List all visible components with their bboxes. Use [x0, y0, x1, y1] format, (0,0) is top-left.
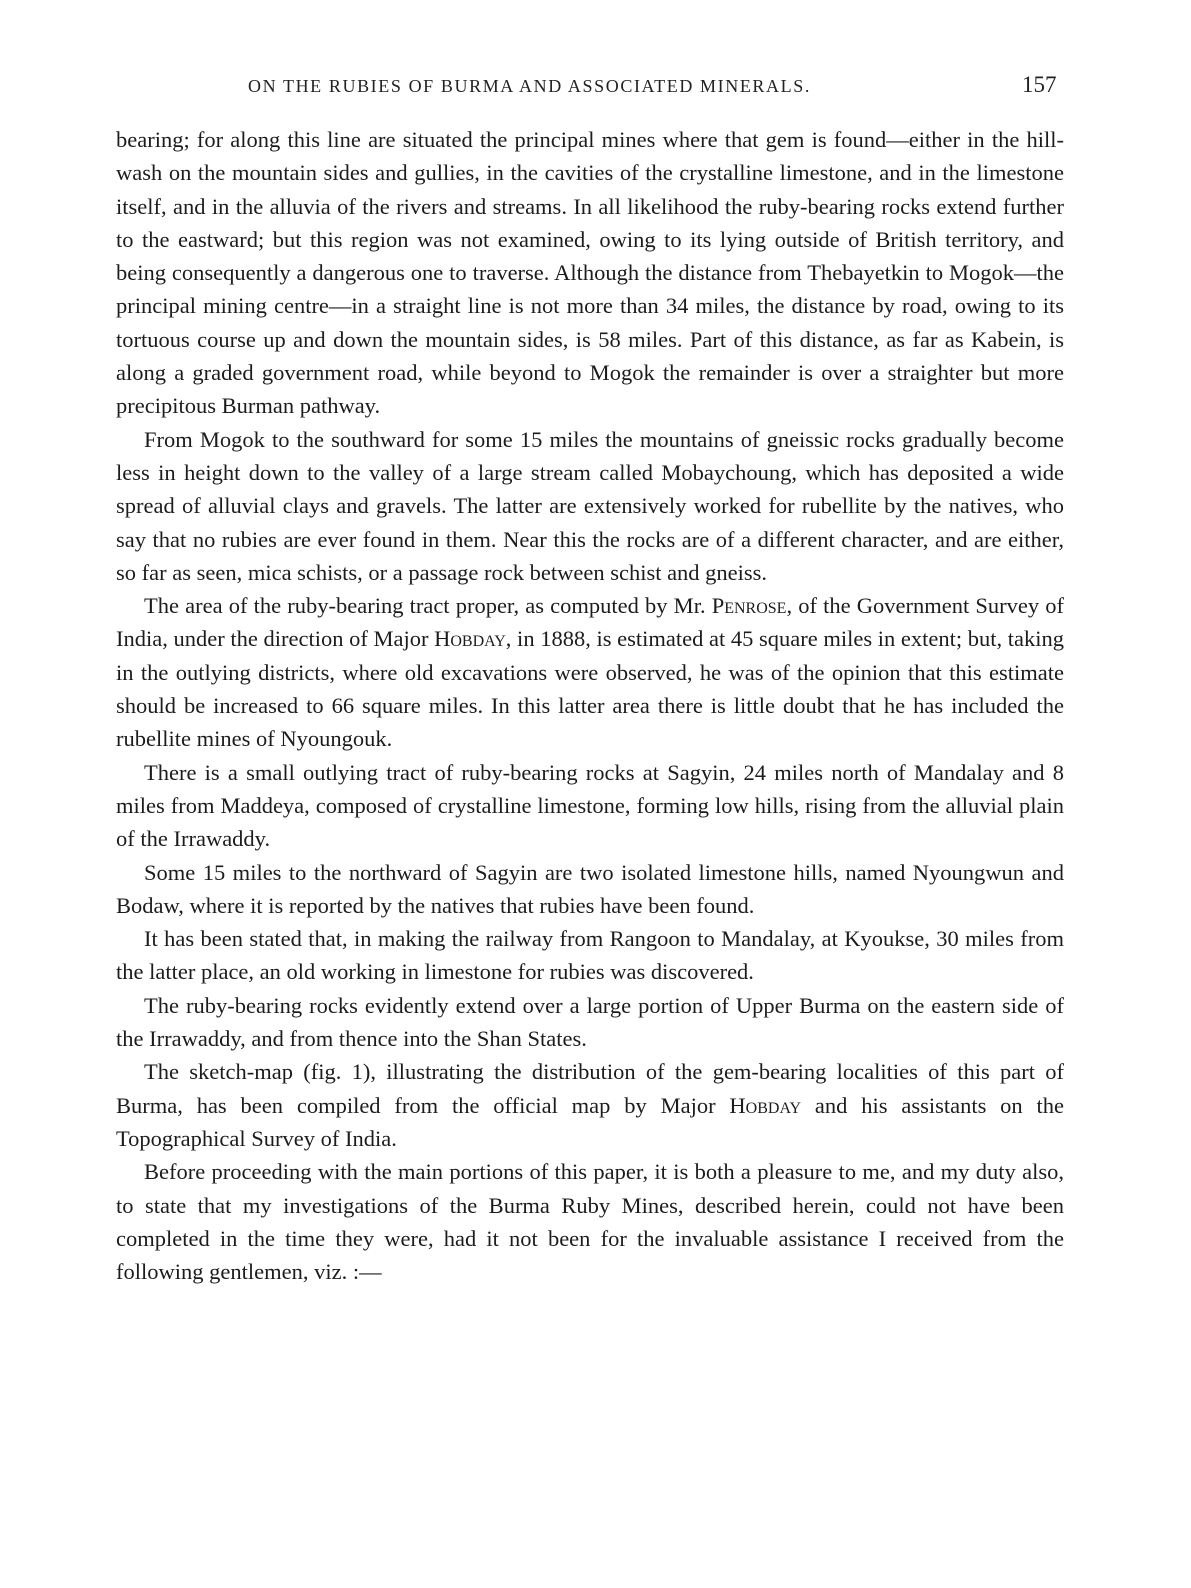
paragraph-8-part-a: The sketch-map (fig. 1), illustrating the distribution of the gem-bearing localities of this part of Burma, has been compiled from the official map by Major — [116, 1059, 1064, 1118]
body-text — [116, 123, 1064, 1288]
paragraph-8-part-b: and his assistants on the Topographical Survey of India. — [116, 1092, 1065, 1151]
paragraph-5: Some 15 miles to the northward of Sagyin are two isolated limestone hills, named Nyoungwun and Bodaw, where it is reported by the natives that rubies have been found. — [116, 859, 1064, 918]
page-number: 157 — [1022, 72, 1057, 97]
running-title: ON THE RUBIES OF BURMA AND ASSOCIATED MINERALS. — [248, 76, 811, 96]
paragraph-2: From Mogok to the southward for some 15 miles the mountains of gneissic rocks gradually become less in height down to the valley of a large stream called Mobaychoung, which has deposited a wide spread of alluvial clays and gravels. The latter are extensively worked for rubellite by the natives, who say that no rubies are ever found in them. Near this the rocks are of a different character, and are either, so far as seen, mica schists, or a passage rock between schist and gneiss. — [116, 426, 1064, 585]
paragraph-3 — [116, 589, 1064, 755]
paragraph-7: The ruby-bearing rocks evidently extend over a large portion of Upper Burma on the eastern side of the Irrawaddy, and from thence into the Shan States. — [116, 992, 1064, 1052]
name-hobday: Hobday — [434, 626, 506, 652]
name-hobday-2: Hobday — [729, 1092, 802, 1118]
paragraph-3-part-b: , of the Government Survey of India, under the direction of Major — [116, 593, 1064, 652]
paragraph-3-part-a: The area of the ruby-bearing tract proper, as computed by Mr. — [144, 593, 712, 619]
paragraph-3-part-c: , in 1888, is estimated at 45 square miles in extent; but, taking in the outlying districts, where old excavations were observed, he was of the opinion that this estimate should be increased to 66 square miles. In this latter area there is little doubt that he has included the rubellite mines of Nyoungouk. — [116, 626, 1065, 752]
paragraph-1: bearing; for along this line are situated the principal mines where that gem is found—either in the hill-wash on the mountain sides and gullies, in the cavities of the crystalline limestone, and in the limestone itself, and in the alluvia of the rivers and streams. In all likelihood the ruby-bearing rocks extend further to the eastward; but this region was not examined, owing to its lying outside of British territory, and being consequently a dangerous one to traverse. Although the distance from Thebayetkin to Mogok—the principal mining centre—in a straight line is not more than 34 miles, the distance by road, owing to its tortuous course up and down the mountain sides, is 58 miles. Part of this distance, as far as Kabein, is along a graded government road, while beyond to Mogok the remainder is over a straighter but more precipitous Burman pathway. — [116, 127, 1064, 419]
paragraph-6: It has been stated that, in making the railway from Rangoon to Mandalay, at Kyoukse, 30 miles from the latter place, an old working in limestone for rubies was discovered. — [116, 926, 1064, 985]
paragraph-9: Before proceeding with the main portions of this paper, it is both a pleasure to me, and my duty also, to state that my investigations of the Burma Ruby Mines, described herein, could not have been completed in the time they were, had it not been for the invaluable assistance I received from the following gentlemen, viz. :— — [116, 1159, 1064, 1285]
name-penrose: Penrose — [711, 593, 787, 619]
paragraph-8 — [116, 1055, 1064, 1155]
paragraph-4: There is a small outlying tract of ruby-bearing rocks at Sagyin, 24 miles north of Mandalay and 8 miles from Maddeya, composed of crystalline limestone, forming low hills, rising from the alluvial plain of the Irrawaddy. — [116, 759, 1064, 852]
